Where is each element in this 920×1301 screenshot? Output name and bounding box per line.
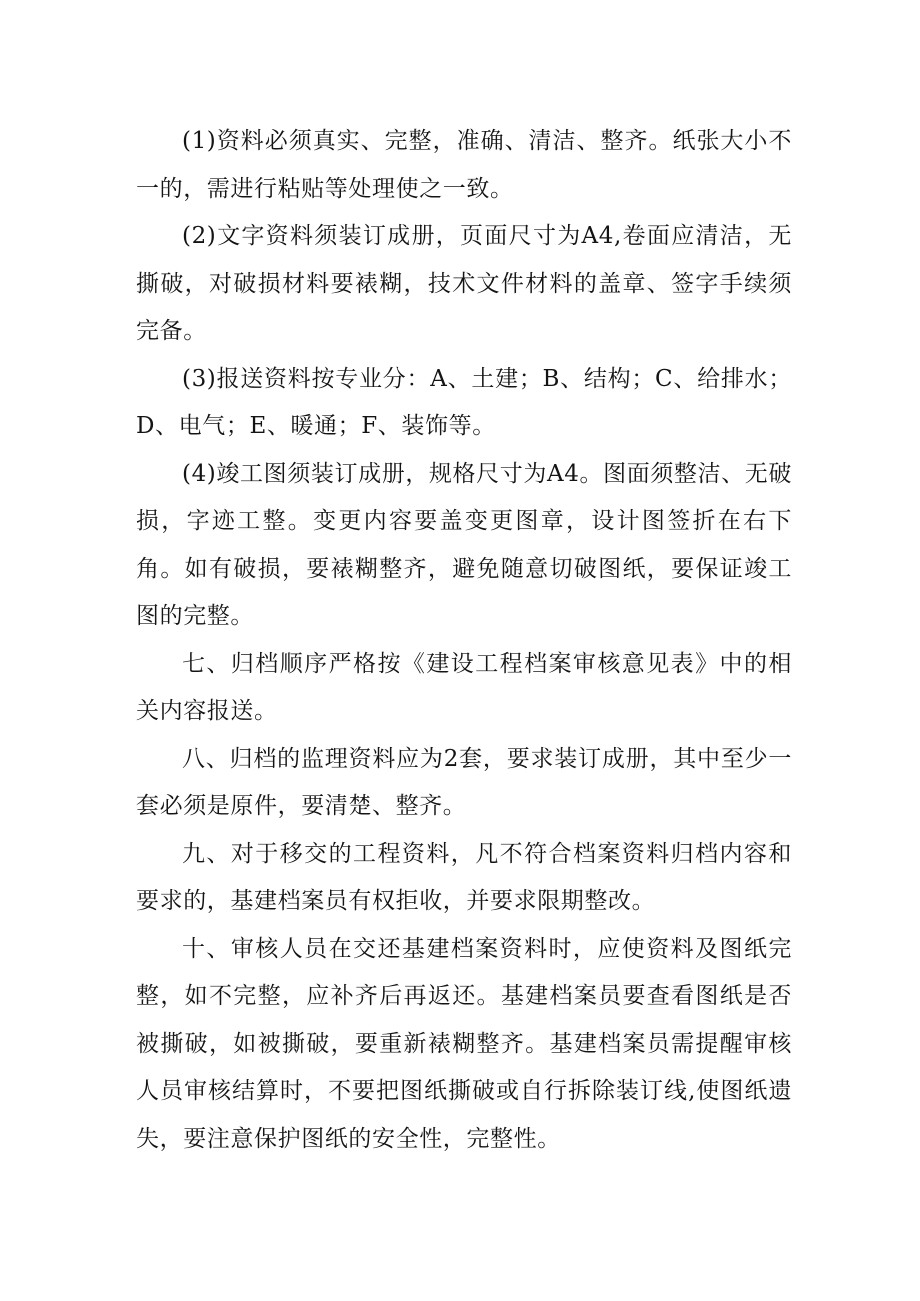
paragraph-item-2: (2)文字资料须装订成册，页面尺寸为A4,卷面应清洁，无撕破，对破损材料要裱糊，技术文件材料的盖章、签字手续须完备。	[136, 223, 792, 344]
paragraph-item-1: (1)资料必须真实、完整，准确、清洁、整齐。纸张大小不一的，需进行粘贴等处理使之一致。	[136, 128, 792, 202]
paragraph-item-3: (3)报送资料按专业分：A、土建；B、结构；C、给排水；D、电气；E、暖通；F、装饰等。	[136, 365, 792, 439]
paragraph-section-7: 七、归档顺序严格按《建设工程档案审核意见表》中的相关内容报送。	[136, 650, 792, 724]
paragraph-section-8: 八、归档的监理资料应为2套，要求装订成册，其中至少一套必须是原件，要清楚、整齐。	[136, 745, 792, 819]
document-body	[136, 118, 792, 1163]
paragraph-section-10: 十、审核人员在交还基建档案资料时，应使资料及图纸完整，如不完整，应补齐后再返还。基建档案员要查看图纸是否被撕破，如被撕破，要重新裱糊整齐。基建档案员需提醒审核人员审核结算时，不要把图纸撕破或自行拆除装订线,使图纸遗失，要注意保护图纸的安全性，完整性。	[136, 935, 792, 1152]
paragraph-section-9: 九、对于移交的工程资料，凡不符合档案资料归档内容和要求的，基建档案员有权拒收，并要求限期整改。	[136, 840, 792, 914]
paragraph-item-4: (4)竣工图须装订成册，规格尺寸为A4。图面须整洁、无破损，字迹工整。变更内容要盖变更图章，设计图签折在右下角。如有破损，要裱糊整齐，避免随意切破图纸，要保证竣工图的完整。	[136, 460, 792, 629]
